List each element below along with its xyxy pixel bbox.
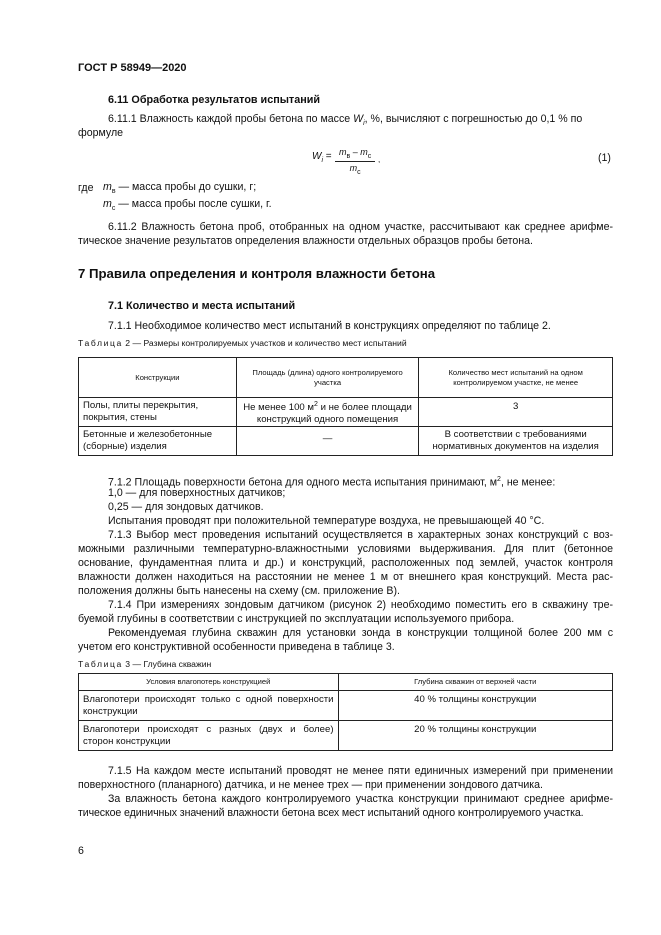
para-7-1-2-line1: 7.1.2 Площадь поверхности бетона для одного места испытания принимают, $м^2$, не менее: (108, 476, 556, 489)
table-cell: 40 % толщины конструкции (338, 691, 612, 721)
formula-numerator: $m_в - m_c$ (335, 147, 375, 162)
formula-lhs: $W_i$ = (312, 151, 332, 164)
para-7-1-4-line: 7.1.4 При измерениях зондовым датчиком (рисунок 2) необходимо поместить его в скважину тре- (108, 599, 613, 611)
para-7-1-4-line: учетом его конструктивной особенности приведена в таблице 3. (78, 641, 395, 653)
table-2-header-cell: Количество мест испытаний на одном контролируемом участке, не менее (419, 358, 613, 398)
table-2-caption: Таблица 2 — Размеры контролируемых участков и количество мест испытаний (78, 338, 407, 348)
table-2-header-cell: Площадь (длина) одного контролируемого участка (236, 358, 419, 398)
table-2-header-cell: Конструкции (79, 358, 237, 398)
page-number: 6 (78, 845, 84, 857)
para-7-1-3-line: 7.1.3 Выбор мест проведения испытаний осуществляется в характерных зонах конструкций с воз- (108, 529, 613, 541)
table-row (79, 721, 613, 751)
where-item: $m_c$ — масса пробы после сушки, г. (103, 198, 272, 213)
formula-denominator: $m_c$ (349, 162, 361, 176)
table-row (79, 691, 613, 721)
para-7-1-5-line: поверхностного (планарного) датчика, и не менее трех — при применении зондового датчика. (78, 779, 543, 791)
where-item: $m_в$ — масса пробы до сушки, г; (103, 181, 257, 196)
formula-trailing-comma: , (378, 155, 381, 164)
section-6-11-title: 6.11 Обработка результатов испытаний (108, 94, 321, 106)
table-cell: Влагопотери происходят с разных (двух и более) сторон конструкции (79, 721, 339, 751)
para-7-1-2-line2: 1,0 — для поверхностных датчиков; (108, 487, 286, 499)
where-label: где (78, 182, 94, 194)
table-cell: В соответствии с требованиями нормативных документов на изделия (419, 427, 613, 456)
para-6-11-1-line2: формуле (78, 127, 124, 139)
table-cell: 20 % толщины конструкции (338, 721, 612, 751)
table-row (79, 398, 613, 427)
para-7-1-5-line: 7.1.5 На каждом месте испытаний проводят не менее пяти единичных измерений при применении (108, 765, 613, 777)
para-7-1-3-line: положения должны быть нанесены на схему (см. приложение В). (78, 585, 400, 597)
table-cell: 3 (419, 398, 613, 427)
formula-number: (1) (598, 152, 611, 164)
para-7-1-5-line: За влажность бетона каждого контролируемого участка конструкции принимают среднее арифме- (108, 793, 613, 805)
para-7-1-2-line4: Испытания проводят при положительной температуре воздуха, не превышающей 40 °С. (108, 515, 545, 527)
table-cell: Влагопотери происходят только с одной поверхности конструкции (79, 691, 339, 721)
para-6-11-2-line1: 6.11.2 Влажность бетона проб, отобранных на одном участке, рассчитывают как среднее арифме- (108, 221, 613, 233)
document-code: ГОСТ Р 58949—2020 (78, 62, 187, 74)
table-3-header-row (79, 674, 613, 691)
para-7-1-4-line: Рекомендуемая глубина скважин для установки зонда в конструкции толщиной более 200 мм с (108, 627, 613, 639)
para-7-1-5-line: тическое единичных значений влажности бетона всех мест испытаний одного контролируемого участка. (78, 807, 584, 819)
para-7-1-2-line3: 0,25 — для зондовых датчиков. (108, 501, 264, 513)
table-cell: Полы, плиты перекрытия, покрытия, стены (79, 398, 237, 427)
section-7-title: 7 Правила определения и контроля влажности бетона (78, 266, 436, 281)
table-cell: Бетонные и железобетонные (сборные) изделия (79, 427, 237, 456)
para-7-1-1: 7.1.1 Необходимое количество мест испытаний в конструкциях определяют по таблице 2. (108, 320, 551, 332)
para-6-11-1-line1: 6.11.1 Влажность каждой пробы бетона по массе $W_i$, %, вычисляют с погрешностью до 0,1 % по (108, 113, 583, 128)
table-3-caption: Таблица 3 — Глубина скважин (78, 659, 212, 669)
section-7-1-title: 7.1 Количество и места испытаний (108, 300, 296, 312)
para-7-1-3-line: можными различными температурно-влажностными условиями выдерживания. Для плит (бетонное (78, 543, 613, 555)
para-7-1-3-line: основание, фундаментная плита и др.) и конструкций, расположенных под землей, участок контроля (78, 557, 613, 569)
table-3-header-cell: Условия влагопотерь конструкцией (79, 674, 339, 691)
para-7-1-4-line: буемой глубины в соответствии с инструкцией по эксплуатации используемого прибора. (78, 613, 515, 625)
para-6-11-2-line2: тическое значение результатов определения влажности отдельных образцов пробы бетона. (78, 235, 533, 247)
table-2-header-row (79, 358, 613, 398)
formula-fraction (335, 147, 375, 176)
table-3-header-cell: Глубина скважин от верхней части (338, 674, 612, 691)
table-row (79, 427, 613, 456)
table-cell: — (236, 427, 419, 456)
table-2 (78, 357, 613, 456)
table-cell: Не менее 100 $м^2$ и не более площади конструкций одного помещения (236, 398, 419, 427)
para-7-1-3-line: влажности должен находиться на расстоянии не менее 1 м от внешнего края конструкций. Места рас- (78, 571, 613, 583)
table-3 (78, 673, 613, 751)
